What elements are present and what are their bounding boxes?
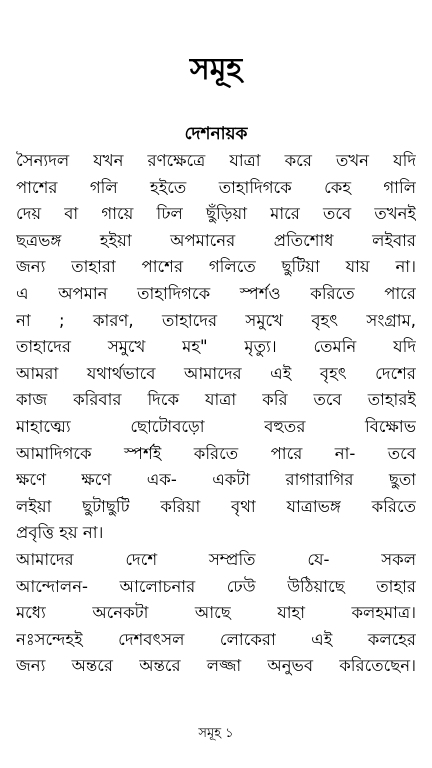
- text-line: সৈন্যদল যখন রণক্ষেত্রে যাত্রা করে তখন যদি: [16, 151, 416, 170]
- text-line: জন্য অন্তরে অন্তরে লজ্জা অনুভব করিতেছেন।: [16, 656, 416, 676]
- text-line: আন্দোলন- আলোচনার ঢেউ উঠিয়াছে তাহার: [16, 576, 416, 596]
- text-line: দেয় বা গায়ে ঢিল ছুঁড়িয়া মারে তবে তখনই: [16, 204, 416, 224]
- text-line: না ; কারণ, তাহাদের সমুখে বৃহৎ সংগ্রাম,: [16, 310, 416, 330]
- text-line: মাহাত্ম্যে ছোটোবড়ো বহুতর বিক্ষোভ: [16, 416, 416, 436]
- text-line: জন্য তাহারা পাশের গলিতে ছুটিয়া যায় না।: [16, 257, 416, 277]
- text-line: আমাদের দেশে সম্প্রতি যে- সকল: [16, 549, 416, 569]
- book-title: সমূহ: [189, 52, 243, 87]
- text-line: এ অপমান তাহাদিগকে স্পর্শও করিতে পারে: [16, 283, 416, 303]
- body-text: [16, 148, 416, 680]
- text-line: ছত্রভঙ্গ হইয়া অপমানের প্রতিশোধ লইবার: [16, 230, 416, 250]
- text-line: মধ্যে অনেকটা আছে যাহা কলহমাত্র।: [16, 603, 416, 623]
- text-line: ক্ষণে ক্ষণে এক- একটা রাগারাগির ছুতা: [16, 470, 416, 490]
- text-line: আমরা যথার্থভাবে আমাদের এই বৃহৎ দেশের: [16, 363, 416, 383]
- text-line: লইয়া ছুটাছুটি করিয়া বৃথা যাত্রাভঙ্গ করিতে: [16, 496, 416, 516]
- text-line: নঃসন্দেহই দেশবৎসল লোকেরা এই কলহের: [16, 629, 416, 649]
- section-heading: দেশনায়ক: [184, 124, 248, 144]
- text-line: প্রবৃত্তি হয় না।: [16, 523, 104, 543]
- text-line: তাহাদের সমুখে মহ" মৃত্যু। তেমনি যদি: [16, 337, 416, 357]
- text-line: পাশের গলি হইতে তাহাদিগকে কেহ গালি: [16, 177, 416, 197]
- text-line: আমাদিগকে স্পর্শই করিতে পারে না- তবে: [16, 443, 416, 463]
- page-footer: সমূহ ১: [198, 726, 234, 741]
- text-line: কাজ করিবার দিকে যাত্রা করি তবে তাহারই: [16, 390, 416, 410]
